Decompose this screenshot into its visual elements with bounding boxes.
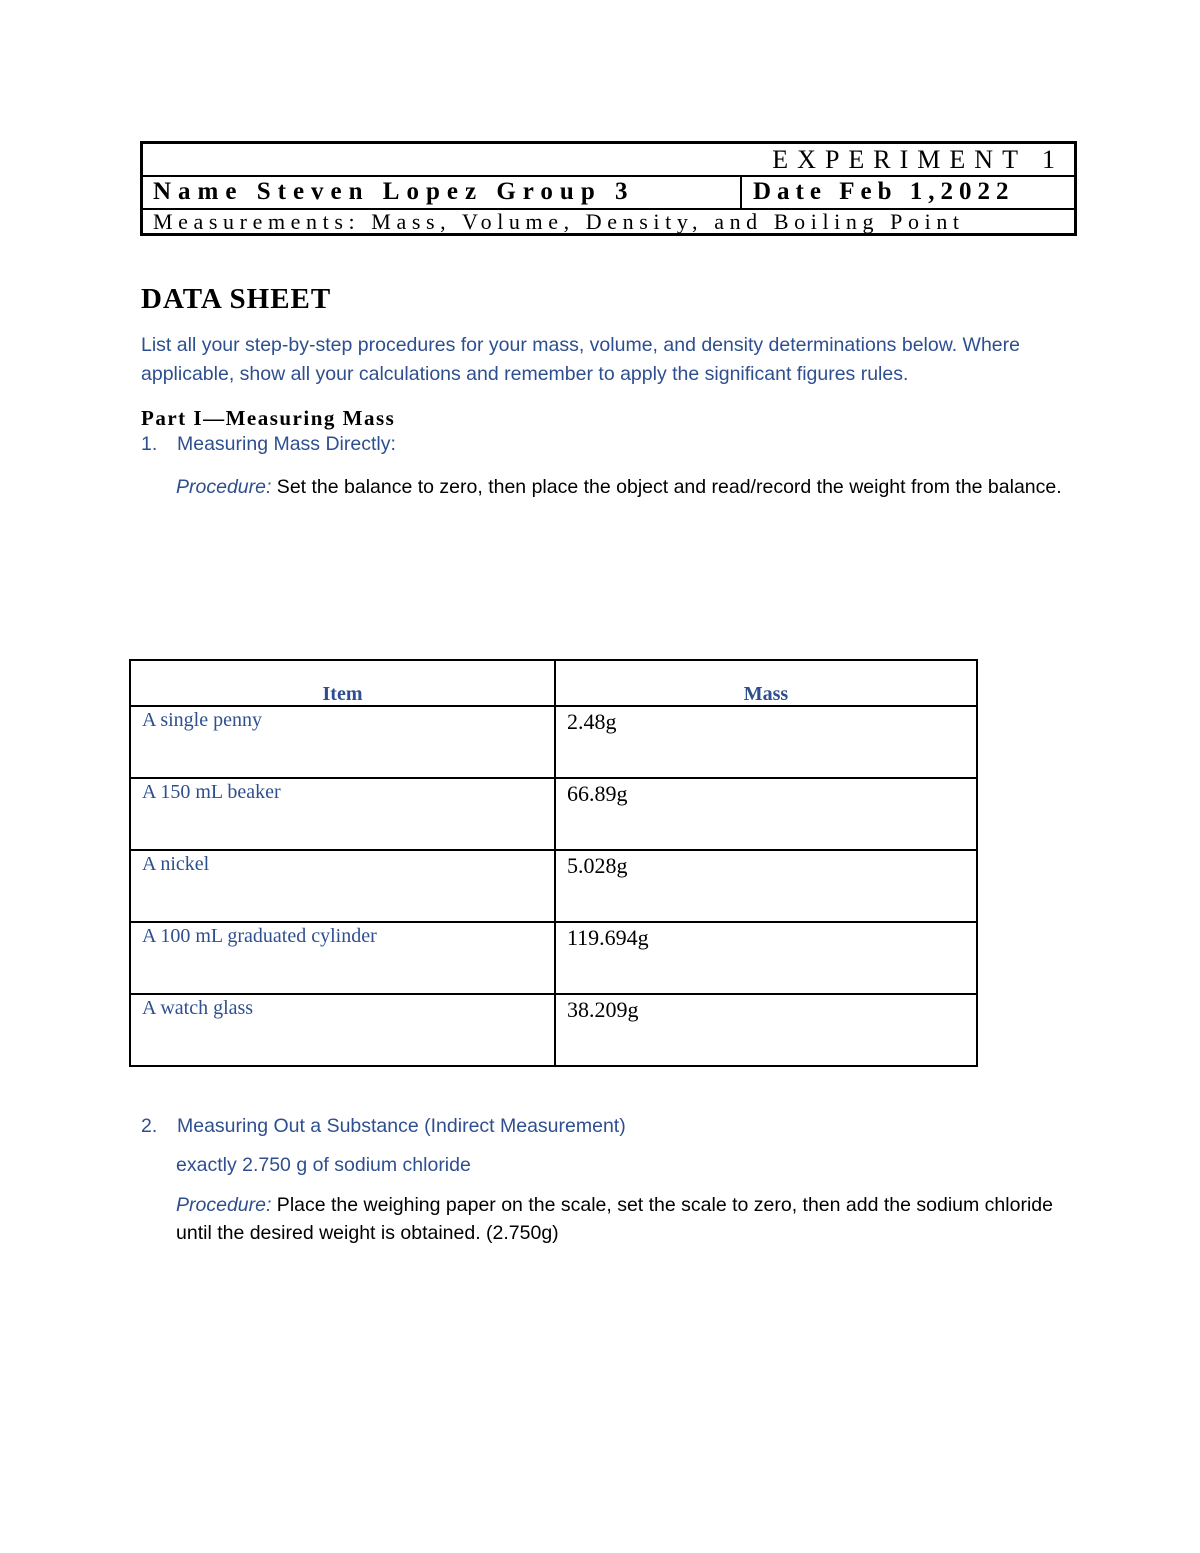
page-title: DATA SHEET	[141, 283, 332, 315]
step-1-procedure	[176, 473, 1076, 501]
step-2-title	[141, 1115, 626, 1138]
step-2-procedure-label: Procedure:	[176, 1194, 272, 1216]
student-name-group: Name Steven Lopez Group 3	[153, 178, 635, 205]
table-cell-item: A nickel	[130, 850, 555, 922]
header-row-subject	[143, 210, 1074, 236]
step-2-procedure-text: Place the weighing paper on the scale, set the scale to zero, then add the sodium chloride until the desired weight is obtained. (2.750g)	[176, 1194, 1053, 1244]
experiment-number: EXPERIMENT 1	[772, 145, 1064, 174]
header-divider	[740, 177, 742, 208]
step-2-number: 2.	[141, 1115, 158, 1137]
part-1-heading: Part I—Measuring Mass	[141, 406, 396, 430]
step-2-procedure	[176, 1191, 1076, 1247]
step-1-title	[141, 433, 396, 456]
table-row	[130, 706, 977, 778]
header-row-name-date	[143, 177, 1074, 210]
table-row	[130, 850, 977, 922]
step-2-title-text: Measuring Out a Substance (Indirect Measurement)	[177, 1115, 626, 1137]
table-cell-mass: 66.89g	[555, 778, 977, 850]
instructions-text: List all your step-by-step procedures for your mass, volume, and density determinations below. Where applicable, show all your calculations and remember to apply the significant figures rules.	[141, 334, 1020, 385]
table-cell-mass: 2.48g	[555, 706, 977, 778]
table-cell-item: A 100 mL graduated cylinder	[130, 922, 555, 994]
step-2-subtitle: exactly 2.750 g of sodium chloride	[176, 1154, 471, 1176]
header-row-experiment	[143, 144, 1074, 177]
mass-table-header-mass: Mass	[555, 660, 977, 706]
table-cell-mass: 5.028g	[555, 850, 977, 922]
experiment-date: Date Feb 1,2022	[753, 178, 1015, 205]
mass-table	[129, 659, 978, 1067]
table-row	[130, 922, 977, 994]
experiment-header-box	[140, 141, 1077, 236]
table-cell-mass: 38.209g	[555, 994, 977, 1066]
table-cell-item: A watch glass	[130, 994, 555, 1066]
table-row	[130, 778, 977, 850]
experiment-subject: Measurements: Mass, Volume, Density, and Boiling Point	[153, 209, 965, 234]
mass-table-header-item: Item	[130, 660, 555, 706]
mass-table-header-row	[130, 660, 977, 706]
table-cell-item: A single penny	[130, 706, 555, 778]
table-cell-mass: 119.694g	[555, 922, 977, 994]
table-cell-item: A 150 mL beaker	[130, 778, 555, 850]
table-row	[130, 994, 977, 1066]
step-1-number: 1.	[141, 433, 158, 455]
step-1-procedure-label: Procedure:	[176, 476, 272, 498]
step-1-title-text: Measuring Mass Directly:	[177, 433, 396, 455]
step-1-procedure-text: Set the balance to zero, then place the object and read/record the weight from the balance.	[271, 476, 1062, 498]
